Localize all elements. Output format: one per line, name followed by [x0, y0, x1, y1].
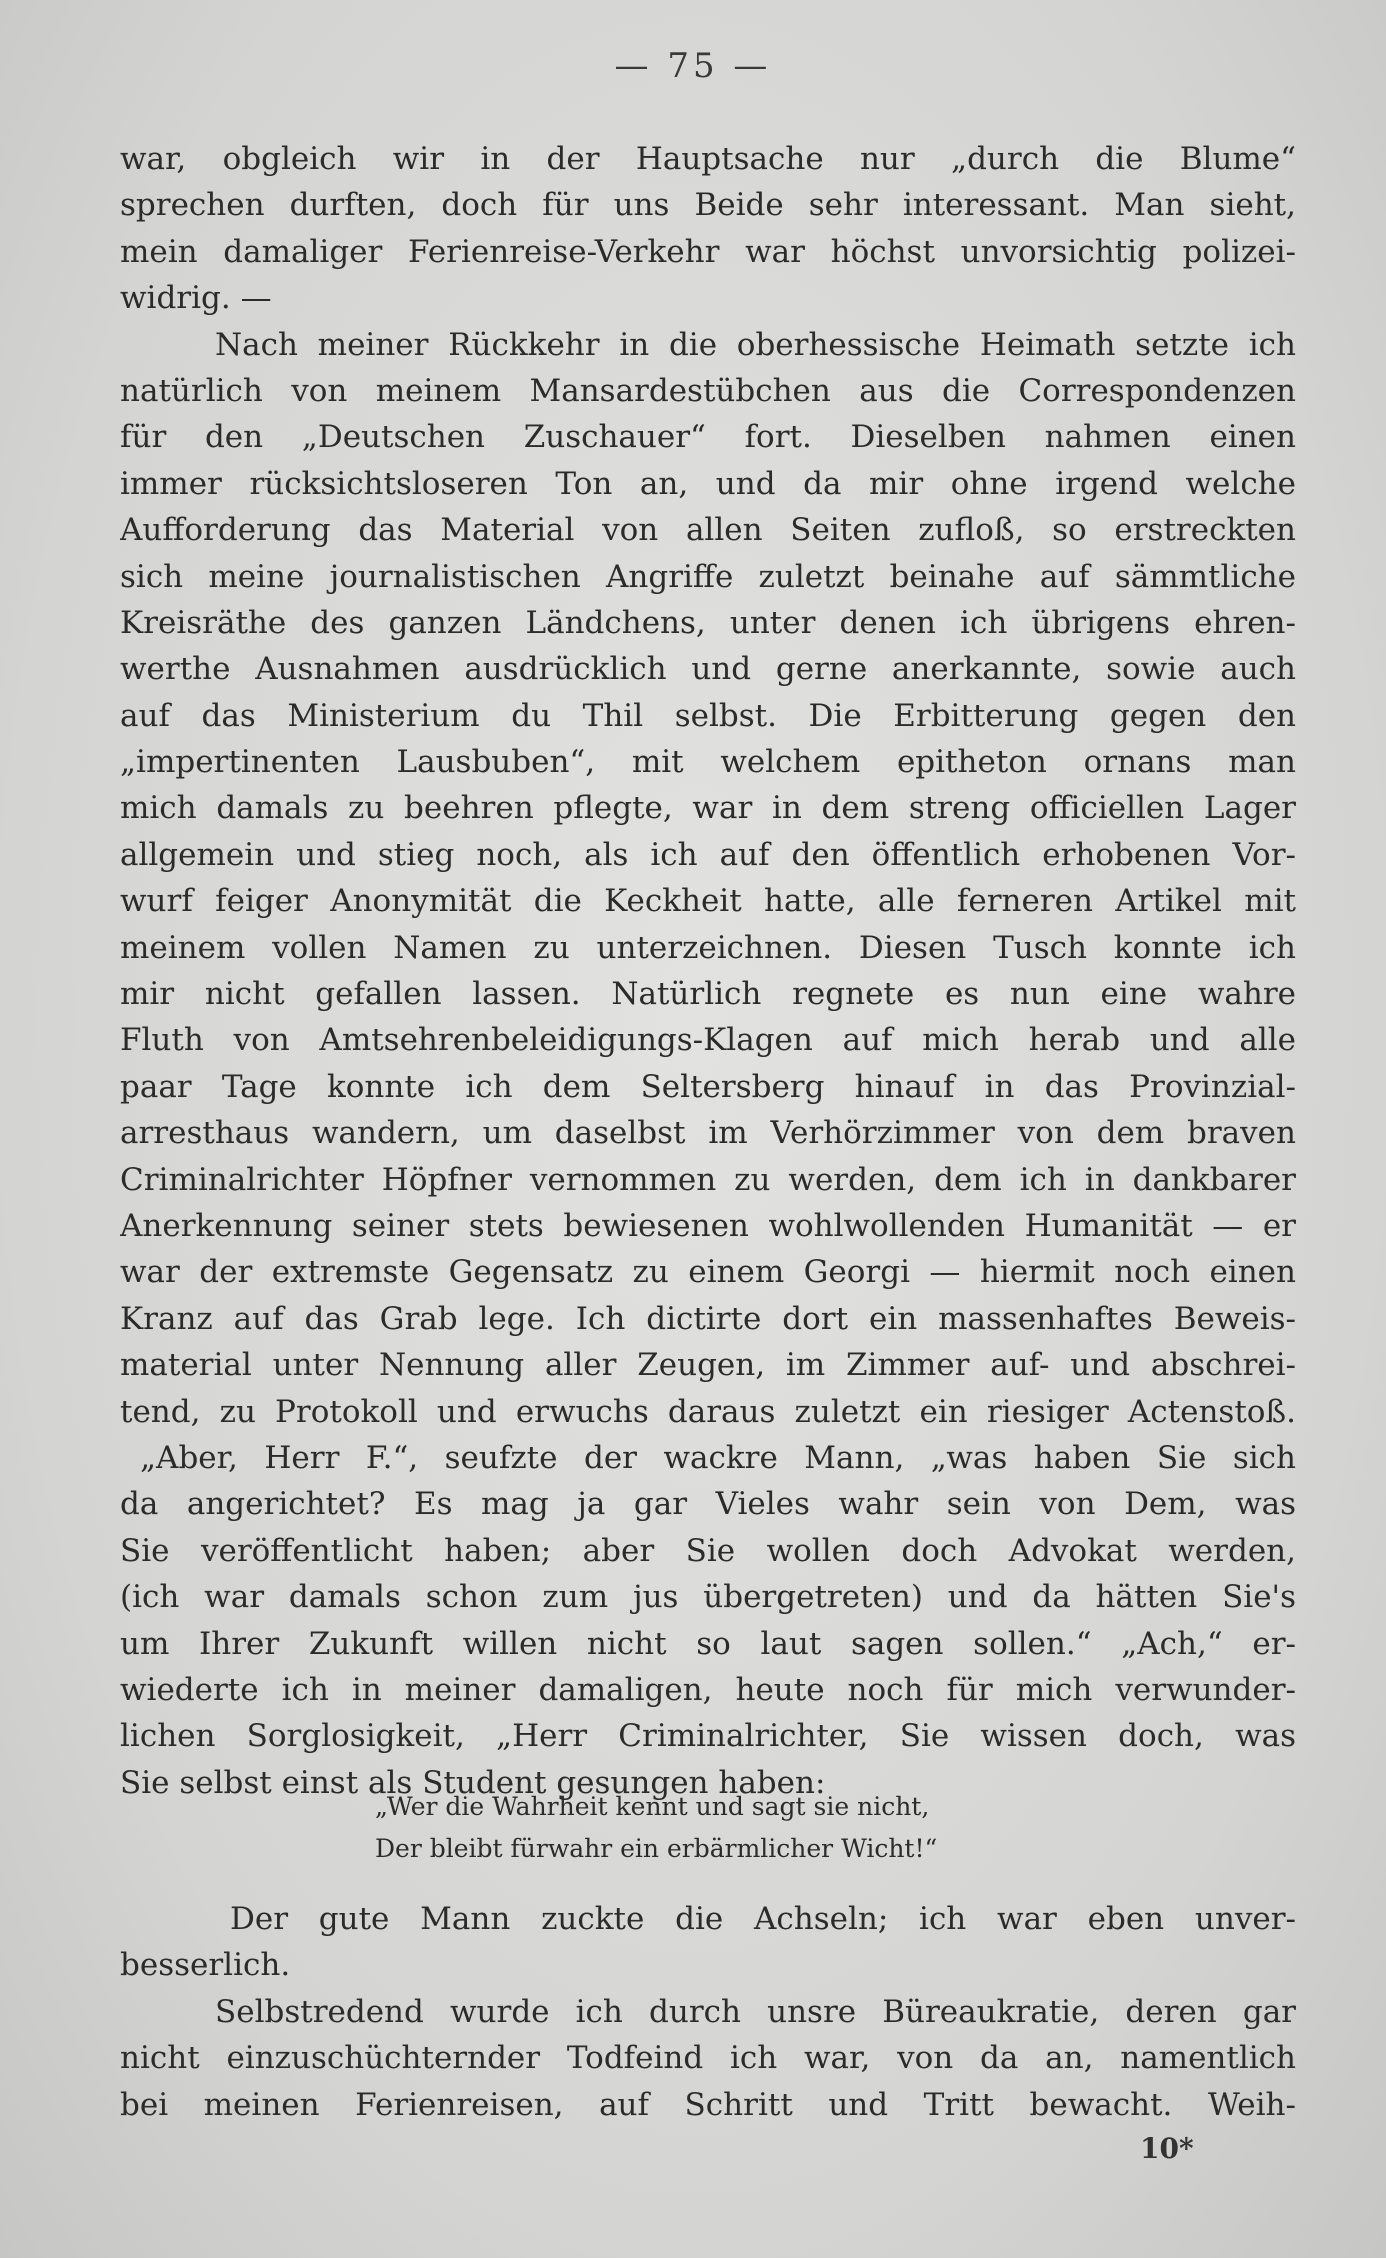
text-line: war, obgleich wir in der Hauptsache nur „durch die Blume“ — [120, 141, 1296, 177]
text-line: wurf feiger Anonymität die Keckheit hatte, alle ferneren Artikel mit — [120, 883, 1296, 920]
verse-line: Der bleibt fürwahr ein erbärmlicher Wicht!“ — [375, 1834, 938, 1863]
text-line: sich meine journalistischen Angriffe zuletzt beinahe auf sämmtliche — [120, 558, 1296, 595]
text-line: lichen Sorglosigkeit, „Herr Criminalrichter, Sie wissen doch, was — [120, 1718, 1296, 1755]
text-line: Criminalrichter Höpfner vernommen zu werden, dem ich in dankbarer — [120, 1161, 1296, 1198]
closing-text — [120, 1896, 1296, 2128]
text-line: besserlich. — [120, 1947, 291, 1984]
text-line: „Aber, Herr F.“, seufzte der wackre Mann, „was haben Sie sich — [140, 1439, 1296, 1476]
text-line: mein damaliger Ferienreise-Verkehr war höchst unvorsichtig polizei- — [120, 233, 1296, 270]
text-line: Sie veröffentlicht haben; aber Sie wollen doch Advokat werden, — [120, 1532, 1296, 1569]
text-line: war der extremste Gegensatz zu einem Georgi — hiermit noch einen — [120, 1254, 1296, 1291]
text-line: Nach meiner Rückkehr in die oberhessische Heimath setzte ich — [215, 326, 1296, 363]
text-line: Der gute Mann zuckte die Achseln; ich war eben unver- — [230, 1901, 1296, 1937]
verse-line: „Wer die Wahrheit kennt und sagt sie nicht, — [375, 1792, 930, 1821]
text-line: werthe Ausnahmen ausdrücklich und gerne anerkannte, sowie auch — [120, 651, 1296, 688]
text-line: mich damals zu beehren pflegte, war in dem streng officiellen Lager — [120, 790, 1296, 827]
text-line: (ich war damals schon zum jus übergetreten) und da hätten Sie's — [120, 1579, 1296, 1616]
text-line: Sie selbst einst als Student gesungen haben: — [120, 1764, 826, 1801]
text-line: Kranz auf das Grab lege. Ich dictirte dort ein massenhaftes Beweis- — [120, 1300, 1296, 1337]
text-line: für den „Deutschen Zuschauer“ fort. Dieselben nahmen einen — [120, 419, 1296, 456]
signature-mark: 10* — [1140, 2132, 1194, 2165]
text-line: meinem vollen Namen zu unterzeichnen. Diesen Tusch konnte ich — [120, 929, 1296, 966]
text-line: Aufforderung das Material von allen Seiten zufloß, so erstreckten — [120, 512, 1296, 549]
text-line: immer rücksichtsloseren Ton an, und da mir ohne irgend welche — [120, 465, 1296, 502]
text-line: um Ihrer Zukunft willen nicht so laut sagen sollen.“ „Ach,“ er- — [120, 1625, 1296, 1662]
text-line: Kreisräthe des ganzen Ländchens, unter denen ich übrigens ehren- — [120, 604, 1296, 641]
text-line: allgemein und stieg noch, als ich auf den öffentlich erhobenen Vor- — [120, 836, 1296, 873]
text-line: Fluth von Amtsehrenbeleidigungs-Klagen auf mich herab und alle — [120, 1022, 1296, 1059]
text-line: widrig. — — [120, 280, 272, 317]
text-line: tend, zu Protokoll und erwuchs daraus zuletzt ein riesiger Actenstoß. — [120, 1393, 1296, 1430]
page-number: — 75 — — [614, 46, 772, 86]
text-line: Selbstredend wurde ich durch unsre Büreaukratie, deren gar — [215, 1993, 1296, 2030]
text-line: arresthaus wandern, um daselbst im Verhörzimmer von dem braven — [120, 1115, 1296, 1152]
text-line: bei meinen Ferienreisen, auf Schritt und Tritt bewacht. Weih- — [120, 2086, 1296, 2123]
text-line: natürlich von meinem Mansardestübchen aus die Correspondenzen — [120, 372, 1296, 409]
text-line: sprechen durften, doch für uns Beide sehr interessant. Man sieht, — [120, 187, 1296, 224]
text-line: material unter Nennung aller Zeugen, im Zimmer auf- und abschrei- — [120, 1347, 1296, 1384]
text-line: auf das Ministerium du Thil selbst. Die Erbitterung gegen den — [120, 697, 1296, 734]
text-line: mir nicht gefallen lassen. Natürlich regnete es nun eine wahre — [120, 976, 1296, 1013]
text-line: da angerichtet? Es mag ja gar Vieles wahr sein von Dem, was — [120, 1486, 1296, 1523]
text-line: wiederte ich in meiner damaligen, heute noch für mich verwunder- — [120, 1671, 1296, 1708]
text-line: „impertinenten Lausbuben“, mit welchem epitheton ornans man — [120, 744, 1296, 781]
text-line: Anerkennung seiner stets bewiesenen wohlwollenden Humanität — er — [120, 1207, 1296, 1244]
text-line: nicht einzuschüchternder Todfeind ich war, von da an, namentlich — [120, 2040, 1296, 2077]
text-line: paar Tage konnte ich dem Seltersberg hinauf in das Provinzial- — [120, 1068, 1296, 1105]
main-text — [120, 136, 1296, 1806]
quoted-verse — [375, 1786, 1055, 1870]
